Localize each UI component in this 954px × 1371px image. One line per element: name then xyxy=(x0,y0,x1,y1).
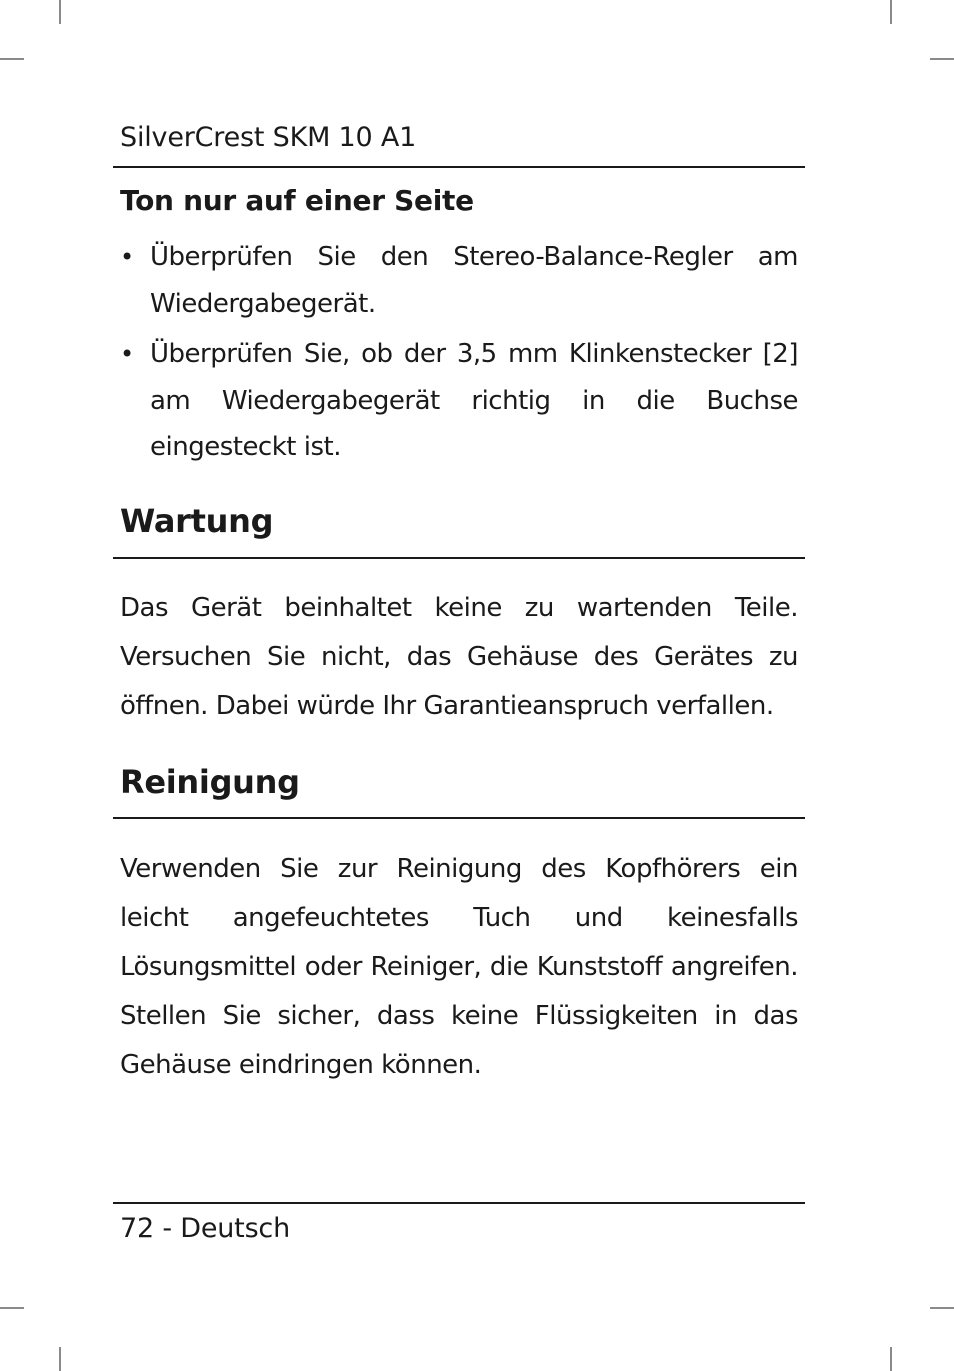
crop-mark-bottom-left-horizontal xyxy=(0,1307,24,1309)
page-number: 72 - Deutsch xyxy=(120,1213,290,1244)
crop-mark-bottom-right-vertical xyxy=(890,1347,892,1371)
cleaning-heading: Reinigung xyxy=(120,763,300,801)
bullet-icon: • xyxy=(120,243,134,271)
cleaning-paragraph: Verwenden Sie zur Reinigung des Kopfhörers ein leicht angefeuchtetes Tuch und keinesfalls Lösungsmittel oder Reiniger, die Kunststoff angreifen. Stellen Sie sicher, dass keine Flüssigkeiten in das Gehäuse eindringen können. xyxy=(120,854,798,1080)
crop-mark-top-right-vertical xyxy=(890,0,892,24)
crop-mark-top-left-horizontal xyxy=(0,58,24,60)
bullet-icon: • xyxy=(120,340,134,368)
maintenance-rule xyxy=(113,557,805,559)
list-item-text: Überprüfen Sie, ob der 3,5 mm Klinkenstecker [2] am Wiedergabegerät richtig in die Buchse eingesteckt ist. xyxy=(150,339,798,462)
list-item-text: Überprüfen Sie den Stereo-Balance-Regler am Wiedergabegerät. xyxy=(150,242,798,319)
troubleshooting-list xyxy=(120,234,798,475)
crop-mark-top-right-horizontal xyxy=(930,58,954,60)
crop-mark-bottom-right-horizontal xyxy=(930,1307,954,1309)
footer-rule xyxy=(113,1202,805,1204)
troubleshooting-heading: Ton nur auf einer Seite xyxy=(120,184,474,217)
list-item xyxy=(120,331,798,471)
list-item xyxy=(120,234,798,327)
crop-mark-bottom-left-vertical xyxy=(59,1347,61,1371)
maintenance-heading: Wartung xyxy=(120,502,274,540)
crop-mark-top-left-vertical xyxy=(59,0,61,24)
header-rule xyxy=(113,166,805,168)
cleaning-rule xyxy=(113,817,805,819)
running-header: SilverCrest SKM 10 A1 xyxy=(120,122,417,153)
maintenance-paragraph: Das Gerät beinhaltet keine zu wartenden Teile. Versuchen Sie nicht, das Gehäuse des Gerätes zu öffnen. Dabei würde Ihr Garantieanspruch verfallen. xyxy=(120,593,798,721)
